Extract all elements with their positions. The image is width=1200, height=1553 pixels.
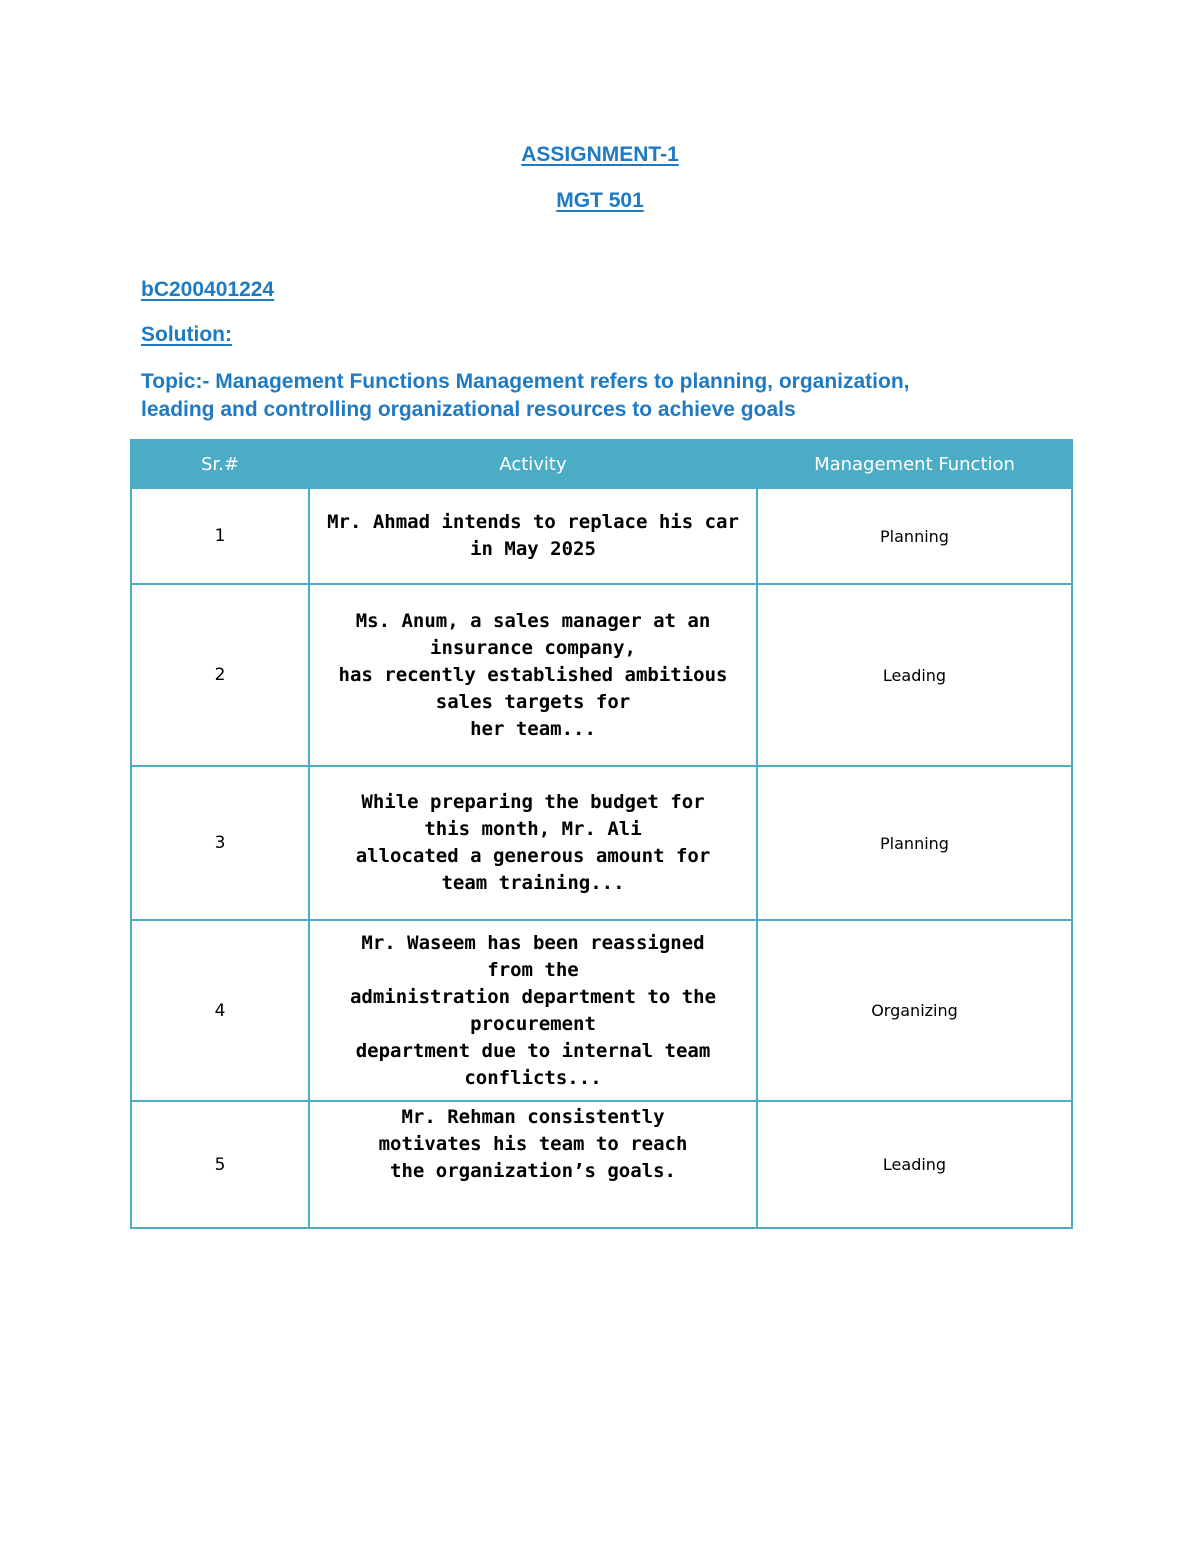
activity-line: Mr. Ahmad intends to replace his car [327,511,739,533]
activity-line: procurement [470,1012,596,1035]
table-row [131,920,1072,1101]
row-activity [309,1101,757,1228]
course-code: MGT 501 [556,189,644,212]
row-function: Planning [757,766,1072,920]
table-header-row [131,440,1072,488]
row-sr: 5 [131,1101,309,1228]
activity-line: administration department to the [349,985,717,1008]
activity-line: While preparing the budget for [361,791,705,813]
table-row [131,584,1072,766]
activity-line: insurance company, [430,636,636,659]
activity-line: sales targets for [435,690,631,713]
column-header-function: Management Function [757,440,1072,488]
row-sr: 2 [131,584,309,766]
row-function: Leading [757,1101,1072,1228]
activity-line: department due to internal team [355,1039,711,1062]
activity-line: in May 2025 [470,538,596,560]
row-activity [309,766,757,920]
activity-line: this month, Mr. Ali [424,818,642,840]
activity-line: allocated a generous amount for [355,845,711,867]
activity-line: the organization’s goals. [390,1160,676,1182]
row-sr: 4 [131,920,309,1101]
topic-text [141,368,1041,424]
activity-line: team training... [441,872,625,894]
activity-line: has recently established ambitious [338,663,728,686]
table-row [131,766,1072,920]
activity-line: conflicts... [464,1066,602,1089]
topic-line-1: Topic:- Management Functions Management refers to planning, organization, [141,370,910,393]
row-sr: 1 [131,488,309,584]
solution-label: Solution: [141,323,232,346]
student-id: bC200401224 [141,278,275,301]
row-activity [309,584,757,766]
management-functions-table [130,439,1073,1229]
topic-line-2: leading and controlling organizational resources to achieve goals [141,398,796,421]
table-row [131,1101,1072,1228]
table-row [131,488,1072,584]
assignment-title: ASSIGNMENT-1 [521,143,679,166]
activity-line: Ms. Anum, a sales manager at an [355,609,711,632]
activity-line: Mr. Rehman consistently [401,1106,665,1128]
column-header-activity: Activity [309,440,757,488]
row-activity [309,920,757,1101]
activity-line: her team... [470,717,596,740]
row-sr: 3 [131,766,309,920]
column-header-sr: Sr.# [131,440,309,488]
row-function: Planning [757,488,1072,584]
row-activity [309,488,757,584]
row-function: Leading [757,584,1072,766]
activity-line: Mr. Waseem has been reassigned [361,931,705,954]
row-function: Organizing [757,920,1072,1101]
activity-line: motivates his team to reach [378,1133,688,1155]
activity-line: from the [487,958,579,981]
